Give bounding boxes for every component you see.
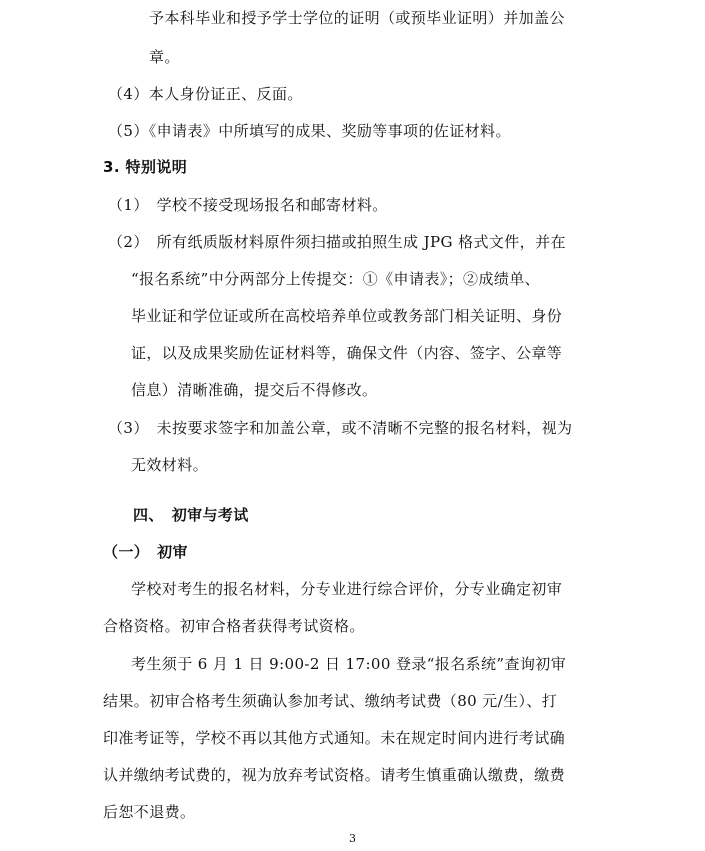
subsection-heading-preliminary-review: （一） 初审 (103, 543, 188, 561)
paragraph-line: 结果。初审合格考生须确认参加考试、缴纳考试费（80 元/生）、打 (103, 692, 558, 710)
note-item-2-continuation: “报名系统”中分两部分上传提交：①《申请表》；②成绩单、 (131, 270, 541, 288)
note-item-2-continuation: 毕业证和学位证或所在高校培养单位或教务部门相关证明、身份 (131, 307, 563, 325)
note-item-2-continuation: 证，以及成果奖励佐证材料等，确保文件（内容、签字、公章等 (131, 344, 563, 362)
paragraph-line: 学校对考生的报名材料，分专业进行综合评价，分专业确定初审 (131, 580, 563, 598)
list-item-4: （4）本人身份证正、反面。 (108, 85, 303, 103)
note-item-2-continuation: 信息）清晰准确，提交后不得修改。 (131, 381, 378, 399)
paragraph-line: 考生须于 6 月 1 日 9:00-2 日 17:00 登录“报名系统”查询初审 (131, 655, 567, 673)
note-item-3-continuation: 无效材料。 (131, 456, 209, 474)
section-heading-review-and-exam: 四、 初审与考试 (133, 506, 249, 524)
note-item-3: （3） 未按要求签字和加盖公章，或不清晰不完整的报名材料，视为 (108, 419, 573, 437)
paragraph-line: 合格资格。初审合格者获得考试资格。 (103, 617, 365, 635)
paragraph-line: 后恕不退费。 (103, 803, 196, 821)
paragraph-line: 认并缴纳考试费的，视为放弃考试资格。请考生慎重确认缴费，缴费 (103, 766, 566, 784)
note-item-1: （1） 学校不接受现场报名和邮寄材料。 (108, 196, 388, 214)
page-number: 3 (349, 832, 356, 845)
list-item-5: （5）《申请表》中所填写的成果、奖励等事项的佐证材料。 (108, 122, 511, 140)
paragraph-line: 印准考证等，学校不再以其他方式通知。未在规定时间内进行考试确 (103, 729, 566, 747)
note-item-2: （2） 所有纸质版材料原件须扫描或拍照生成 JPG 格式文件，并在 (108, 233, 566, 251)
text-line-continuation: 予本科毕业和授予学士学位的证明（或预毕业证明）并加盖公 (149, 9, 565, 27)
text-line-continuation: 章。 (149, 48, 180, 66)
section-heading-special-notes: 3. 特别说明 (103, 158, 188, 176)
